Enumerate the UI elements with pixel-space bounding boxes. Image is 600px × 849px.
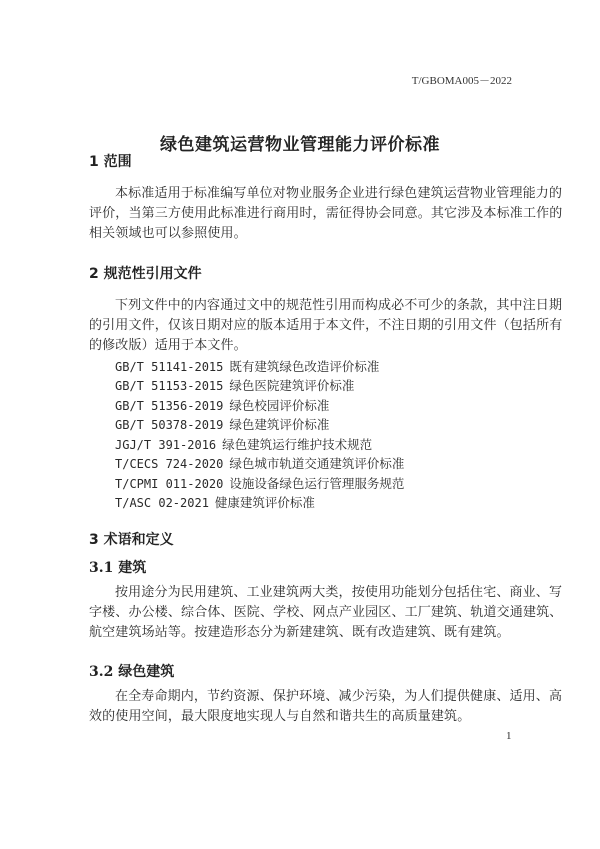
reference-code: GB/T 51153-2015 xyxy=(115,379,224,393)
section-3-2-heading: 3.2 绿色建筑 xyxy=(89,664,175,680)
paragraph-line: 本标准适用于标准编写单位对物业服务企业进行绿色建筑运营物业管理能力的 xyxy=(115,186,563,201)
paragraph-line: 相关领域也可以参照使用。 xyxy=(89,226,247,241)
reference-code: T/CPMI 011-2020 xyxy=(115,477,224,491)
reference-item xyxy=(115,396,329,414)
paragraph-line: 下列文件中的内容通过文中的规范性引用而构成必不可少的条款，其中注日期 xyxy=(115,298,563,313)
paragraph-line: 按用途分为民用建筑、工业建筑两大类，按使用功能划分包括住宅、商业、写 xyxy=(115,585,563,600)
reference-code: GB/T 51141-2015 xyxy=(115,360,224,374)
section-3-1-heading: 3.1 建筑 xyxy=(89,560,147,576)
reference-item xyxy=(115,474,404,492)
reference-item xyxy=(115,415,329,433)
reference-item xyxy=(115,376,354,394)
document-code: T/GBOMA005－2022 xyxy=(411,75,512,87)
reference-item xyxy=(115,454,404,472)
paragraph-line: 评价，当第三方使用此标准进行商用时，需征得协会同意。其它涉及本标准工作的 xyxy=(89,206,563,221)
reference-title: 绿色建筑评价标准 xyxy=(229,417,330,432)
reference-title: 绿色城市轨道交通建筑评价标准 xyxy=(229,456,405,471)
paragraph-line: 效的使用空间，最大限度地实现人与自然和谐共生的高质量建筑。 xyxy=(89,709,471,724)
page-title: 绿色建筑运营物业管理能力评价标准 xyxy=(160,135,440,155)
reference-code: T/CECS 724-2020 xyxy=(115,457,224,471)
section-2-heading: 2 规范性引用文件 xyxy=(89,266,202,282)
reference-code: JGJ/T 391-2016 xyxy=(115,438,217,452)
page-number: 1 xyxy=(506,730,512,742)
reference-code: GB/T 50378-2019 xyxy=(115,418,224,432)
reference-title: 设施设备绿色运行管理服务规范 xyxy=(229,476,405,491)
paragraph-line: 航空建筑场站等。按建造形态分为新建建筑、既有改造建筑、既有建筑。 xyxy=(89,625,510,640)
paragraph-line: 的修改版）适用于本文件。 xyxy=(89,338,247,353)
reference-title: 绿色建筑运行维护技术规范 xyxy=(222,437,373,452)
paragraph-line: 在全寿命期内，节约资源、保护环境、减少污染，为人们提供健康、适用、高 xyxy=(115,689,563,704)
paragraph-line: 的引用文件，仅该日期对应的版本适用于本文件，不注日期的引用文件（包括所有 xyxy=(89,318,563,333)
reference-item xyxy=(115,357,379,375)
reference-title: 绿色校园评价标准 xyxy=(229,398,330,413)
reference-item xyxy=(115,435,372,453)
reference-item xyxy=(115,493,315,511)
section-3-heading: 3 术语和定义 xyxy=(89,532,174,548)
reference-title: 绿色医院建筑评价标准 xyxy=(229,378,355,393)
reference-code: GB/T 51356-2019 xyxy=(115,399,224,413)
reference-code: T/ASC 02-2021 xyxy=(115,496,209,510)
section-1-heading: 1 范围 xyxy=(89,154,132,170)
reference-title: 既有建筑绿色改造评价标准 xyxy=(229,359,380,374)
reference-title: 健康建筑评价标准 xyxy=(214,495,315,510)
paragraph-line: 字楼、办公楼、综合体、医院、学校、网点产业园区、工厂建筑、轨道交通建筑、 xyxy=(89,605,563,620)
